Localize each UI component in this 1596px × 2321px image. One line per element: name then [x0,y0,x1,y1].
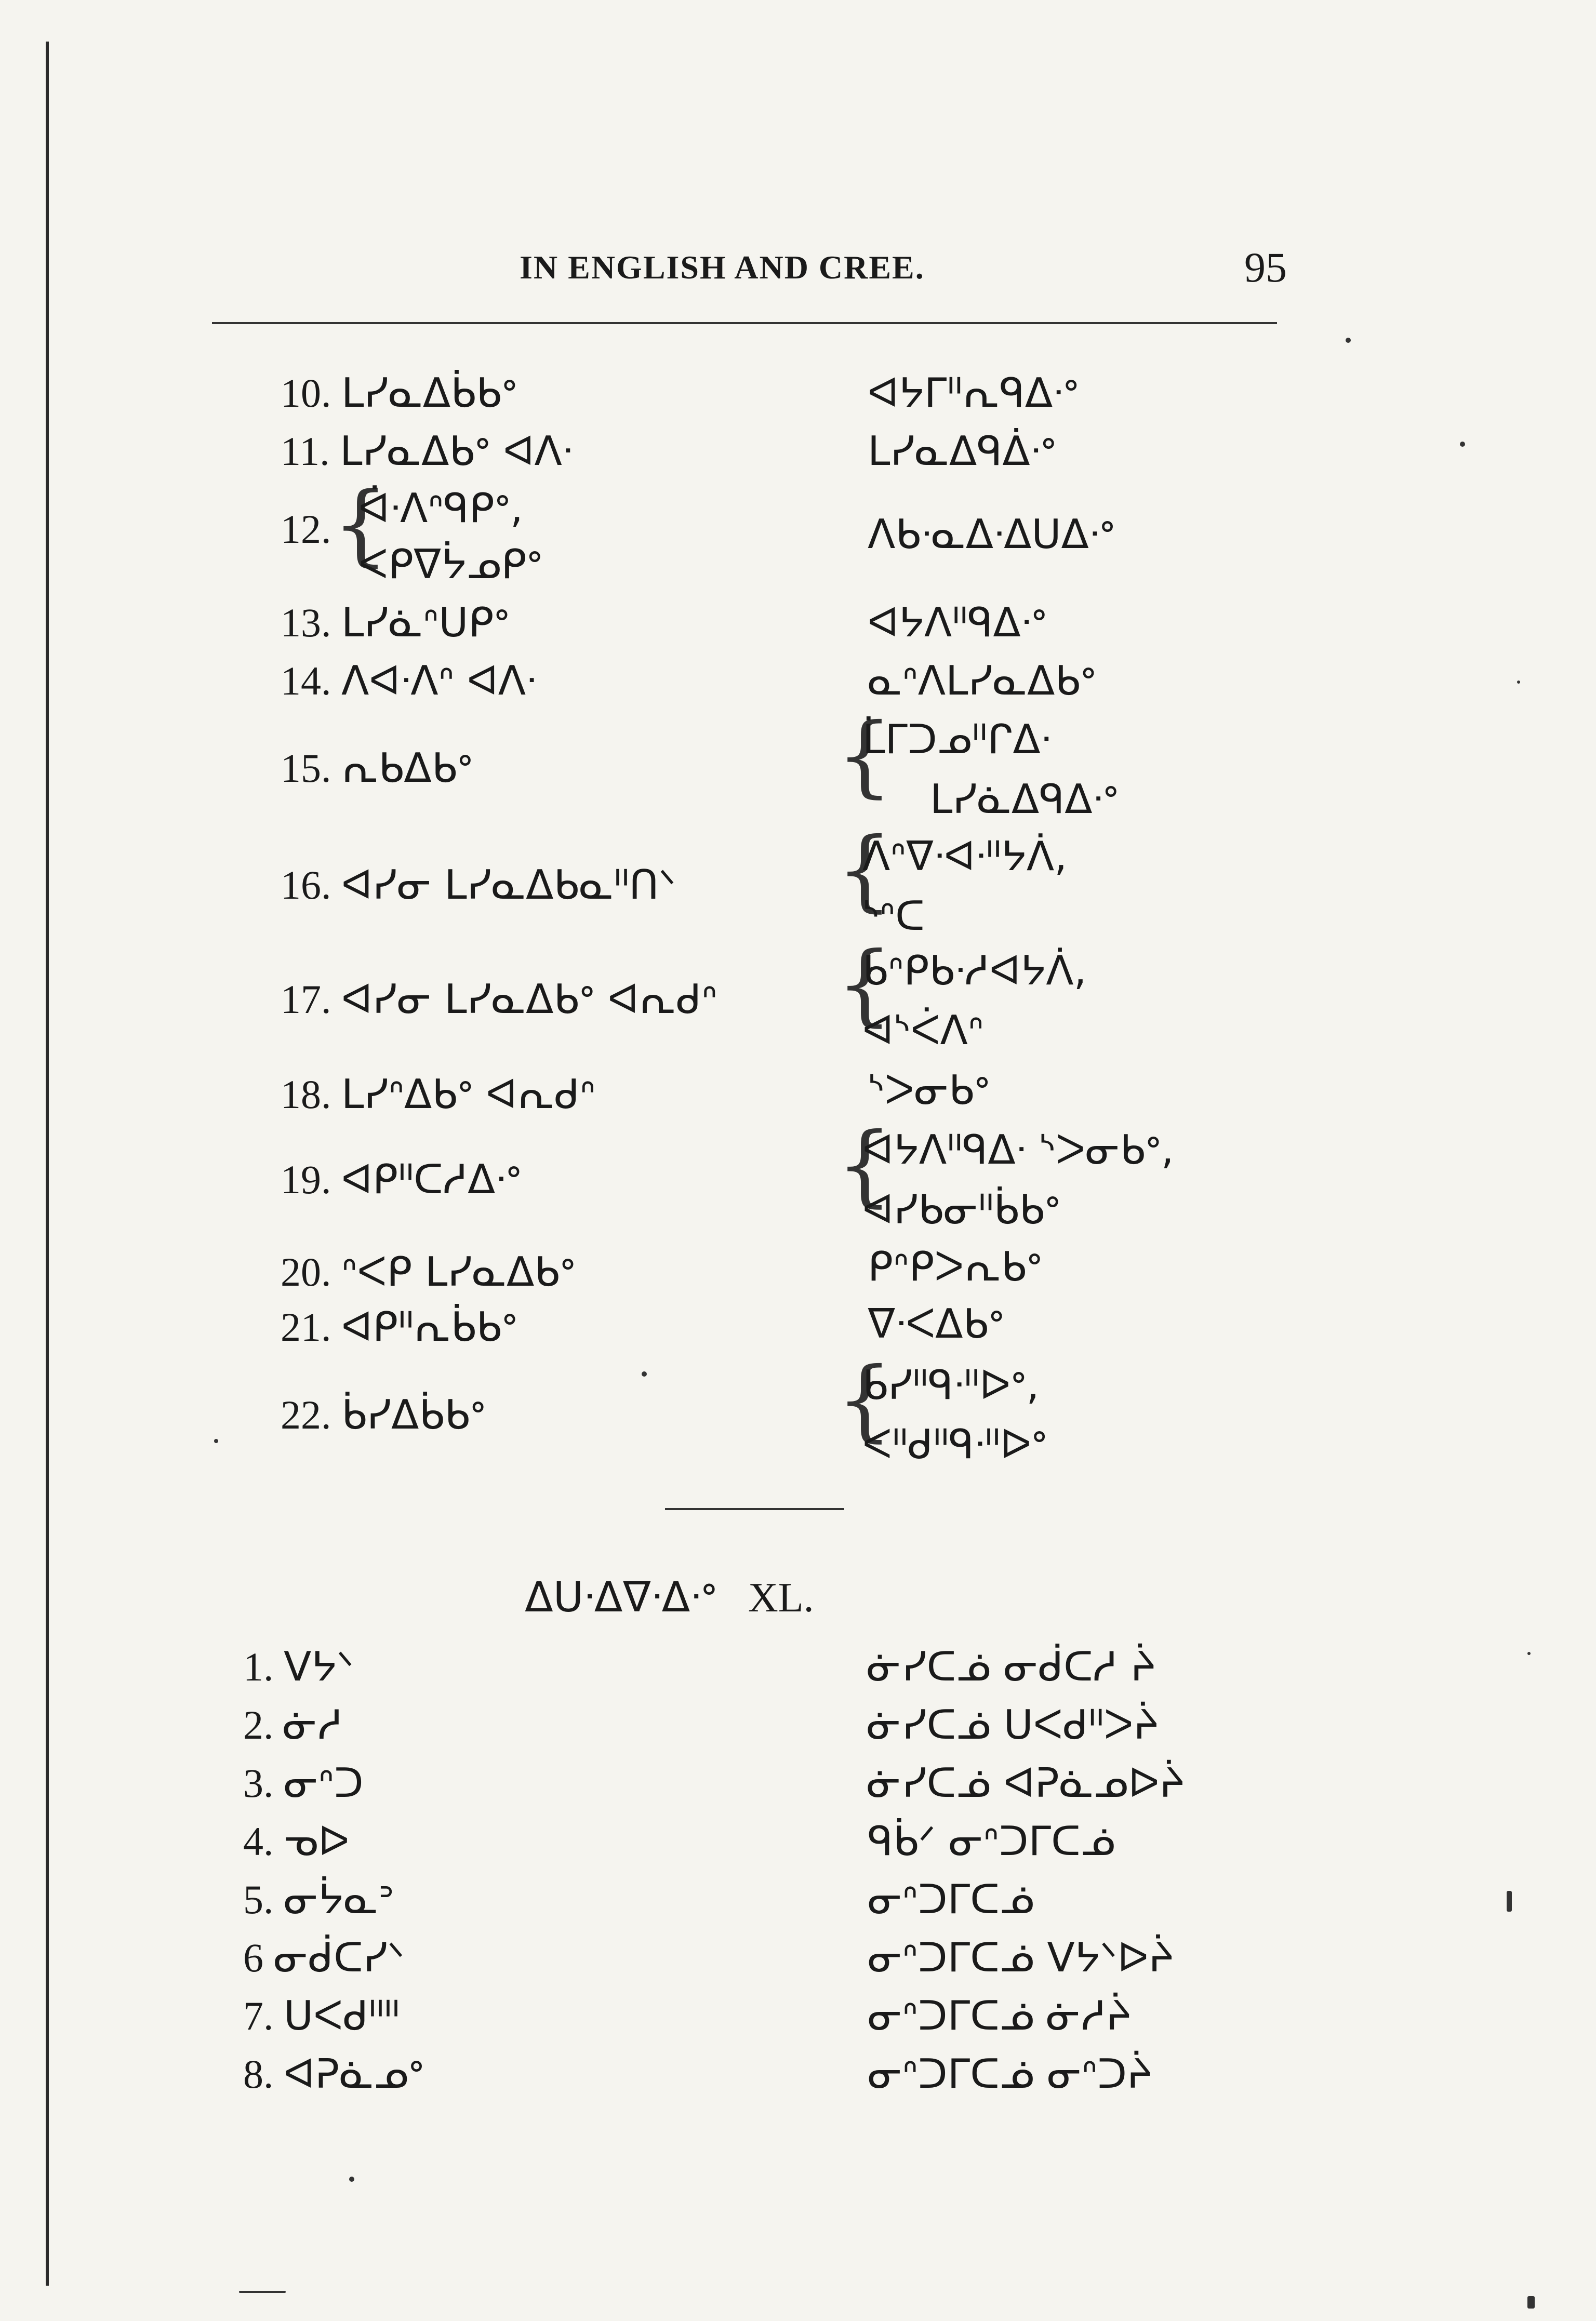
running-head [0,244,1596,300]
list-item-right: ᑭᐢᑭᐳᕆᑲᐤ [868,1244,1043,1290]
list-item-right-line: ᒫᒥᑐᓄᐦᒋᐃᐧ [862,716,1051,763]
list-item-left: 5. ᓂᔮᓇᐣ [243,1876,394,1923]
list-item-left: 17. ᐊᓯᓂ ᒪᓯᓇᐃᑲᐤ ᐊᕆᑯᐢ [281,976,717,1023]
list-item-left: 10. ᒪᓯᓇᐃᑳᑲᐤ [281,370,517,417]
brace: { [836,1114,893,1217]
section-heading: ᐃᑌᐧᐃᐁᐧᐃᐧᐤ XL. [525,1573,814,1621]
list-item-right-line: ᒪᓯᓈᐃᑫᐃᐧᐤ [930,776,1119,823]
list-item-right-line: ᐊᔭᐱᐦᑫᐃᐧ ᔅᐳᓂᑲᐤ, [862,1127,1174,1173]
brace: { [836,704,893,807]
scan-speck [1527,2296,1535,2309]
scan-speck [1507,1891,1512,1912]
list-item-right: ᓃᓯᑕᓅ ᓂᑰᑕᓱ ᔩ [868,1644,1156,1690]
list-item-left: 22. ᑳᓯᐃᑳᑲᐤ [281,1392,486,1438]
list-item-left: 11. ᒪᓯᓇᐃᑲᐤ ᐊᐱᐧ [281,428,573,475]
section-divider [665,1508,844,1510]
list-item-right-line: ᐸᐦᑯᐦᑫᐧᐦᐅᐤ [862,1421,1047,1468]
list-item-right: ᓂᐢᑐᒥᑕᓅ ᓂᐢᑐᔩ [868,2051,1152,2098]
scan-speck [214,1439,218,1443]
list-item-left: 7. ᑌᐸᑯᐦᐦ [243,1993,400,2039]
running-title: IN ENGLISH AND CREE. [520,249,925,286]
scan-speck [642,1371,647,1377]
list-item-left: 14. ᐱᐊᐧᐱᐢ ᐊᐱᐧ [281,658,537,704]
list-item-right: ᓂᐢᑐᒥᑕᓅ [868,1876,1034,1923]
header-rule [212,322,1277,324]
scan-speck [1346,338,1351,343]
brace: { [836,1349,893,1451]
list-item-left: 19. ᐊᑭᐦᑕᓱᐃᐧᐤ [281,1156,522,1203]
list-item-right-line: ᐊᓯᑲᓂᐦᑳᑲᐤ [862,1186,1060,1233]
page-margin-line [46,42,49,2286]
brace: { [332,473,389,576]
brace: { [836,933,893,1036]
list-item-left-line: ᐸᑭᐁᔮᓄᑭᐤ [358,541,542,588]
list-item-right: ᐊᔭᒥᐦᕆᑫᐃᐧᐤ [868,370,1079,417]
scan-speck [1527,1652,1531,1655]
list-item-right-line: ᑲᓯᐦᑫᐧᐦᐅᐤ, [862,1362,1040,1409]
list-item-left: 8. ᐊᕈᓈᓄᐤ [243,2051,424,2098]
list-item-left: 20. ᐢᐸᑭ ᒪᓯᓇᐃᑲᐤ [281,1249,576,1296]
list-item-right: ᓃᓯᑕᓅ ᑌᐸᑯᐦᐳᔩ [868,1702,1159,1749]
list-item-right-line: ᑲᐢᑭᑲᐧᓱᐊᔭᐲ, [862,948,1087,994]
list-item-right: ᓃᓯᑕᓅ ᐊᕈᓈᓄᐅᔩ [868,1760,1185,1807]
list-item-right: ᒪᓯᓇᐃᑫᐄᐧᐤ [868,428,1056,475]
list-item-right-line: ᔅᐢᑕ [862,893,925,940]
list-item-right: ᐊᔭᐱᐦᑫᐃᐧᐤ [868,599,1047,646]
list-item-left: 12. [281,506,331,552]
list-item-right: ᓂᐢᑐᒥᑕᓅ ᓃᓱᔩ [868,1993,1132,2039]
page-number: 95 [1244,244,1287,291]
list-item-left: 1. ᐯᔭᐠ [243,1644,354,1690]
list-item-right-line: ᐱᐢᐁᐧᐊᐧᐦᔭᐲ, [862,833,1068,880]
list-item-left: 15. ᕆᑲᐃᑲᐤ [281,745,473,792]
list-item-left: 13. ᒪᓯᓈᐢᑌᑭᐤ [281,599,510,646]
list-item-right: ᓂᐢᑐᒥᑕᓅ ᐯᔭᐠᐅᔩ [868,1935,1174,1981]
brace: { [836,819,893,922]
list-item-left: 3. ᓂᐢᑐ [243,1760,364,1807]
scan-speck [1460,442,1465,447]
list-item-left: 2. ᓃᓱ [243,1702,343,1749]
scan-speck [349,2177,354,2182]
list-item-left: 6 ᓂᑰᑕᓯᐠ [243,1935,405,1981]
list-item-left: 16. ᐊᓯᓂ ᒪᓯᓇᐃᑲᓇᐦᑎᐠ [281,862,676,909]
list-item-right: ᓇᐢᐱᒪᓯᓇᐃᑲᐤ [868,658,1096,704]
scan-speck [1517,681,1520,684]
list-item-right: ᑫᑳᐟ ᓂᐢᑐᒥᑕᓅ [868,1818,1115,1865]
list-item-right-line: ᐊᔅᐹᐱᐢ [862,1007,984,1054]
list-item-left: 4. ᓀᐅ [243,1818,350,1865]
list-item-left: 21. ᐊᑭᐦᕆᑳᑲᐤ [281,1304,517,1351]
list-item-right: ᐱᑲᐧᓇᐃᐧᐃᑌᐃᐧᐤ [868,511,1115,558]
list-item-left-line: ᐋᐧᐱᐢᑫᑭᐤ, [358,485,523,532]
scan-speck [239,2291,286,2293]
list-item-right: ᐁᐧᐸᐃᑲᐤ [868,1301,1004,1348]
list-item-left: 18. ᒪᓯᐢᐃᑲᐤ ᐊᕆᑯᐢ [281,1071,596,1118]
list-item-right: ᔅᐳᓂᑲᐤ [868,1067,990,1114]
